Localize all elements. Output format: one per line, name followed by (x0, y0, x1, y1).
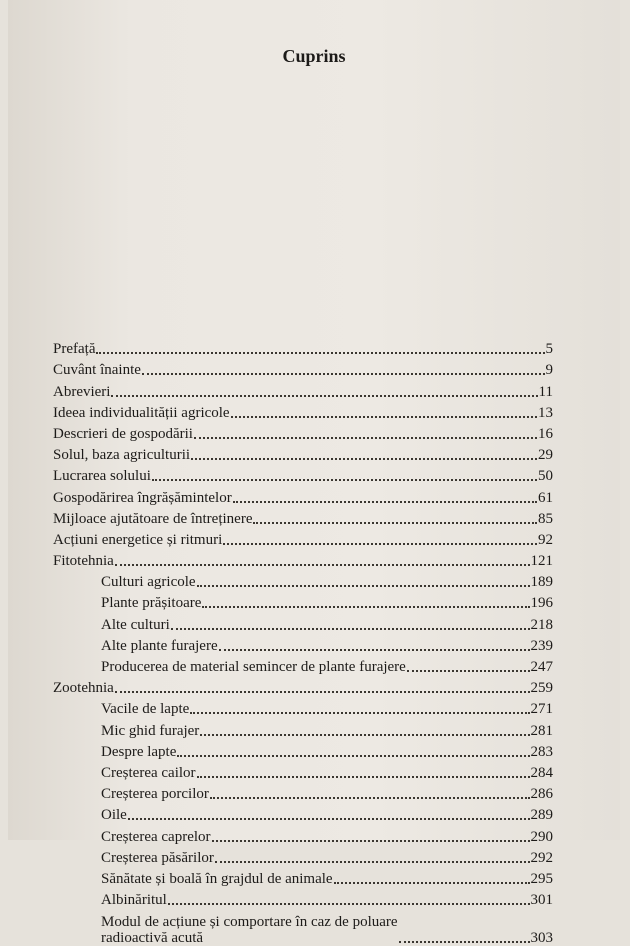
toc-entry (53, 484, 553, 505)
dot-leader (231, 415, 537, 418)
toc-entry-label: Sănătate și boală în grajdul de animale (101, 870, 333, 887)
toc-entry-label: Alte culturi (101, 616, 170, 633)
toc-entry-label: Alte plante furajere (101, 637, 218, 654)
toc-entry-label: Albinăritul (101, 892, 167, 909)
toc-entry-label-line2: radioactivă acută (101, 930, 204, 946)
dot-leader (168, 902, 530, 905)
document-page (8, 0, 620, 946)
dot-leader (212, 839, 530, 842)
toc-entry-page: 301 (530, 892, 553, 909)
toc-entry-page: 16 (538, 425, 553, 442)
dot-leader (142, 372, 545, 375)
toc-entry-page: 11 (538, 383, 553, 400)
toc-entry-page: 259 (530, 680, 553, 697)
toc-entry (53, 823, 553, 844)
toc-entry-label: Creșterea porcilor (101, 786, 209, 803)
toc-entry (53, 866, 553, 887)
dot-leader (115, 563, 530, 566)
dot-leader (128, 817, 530, 820)
toc-entry-page: 239 (530, 637, 553, 654)
dot-leader (399, 940, 530, 943)
toc-entry (53, 802, 553, 823)
toc-entry-label: Plante prășitoare (101, 595, 202, 612)
dot-leader (219, 648, 530, 651)
dot-leader (202, 605, 529, 608)
dot-leader (191, 457, 537, 460)
dot-leader (253, 521, 537, 524)
toc-entry (53, 717, 553, 738)
dot-leader (200, 733, 529, 736)
toc-entry-page: 189 (530, 574, 553, 591)
dot-leader (407, 669, 530, 672)
toc-entry-label: Cuvânt înainte (53, 362, 141, 379)
toc-entry-label: Creșterea păsărilor (101, 849, 214, 866)
toc-entry (53, 548, 553, 569)
toc-entry-page: 50 (538, 468, 553, 485)
toc-entry (53, 739, 553, 760)
toc-entry (53, 760, 553, 781)
toc-entry-label: Producerea de material semincer de plante furajere (101, 659, 406, 675)
dot-leader (197, 775, 530, 778)
toc-entry-label (101, 914, 398, 946)
dot-leader (210, 796, 530, 799)
toc-entry (53, 845, 553, 866)
toc-entry (53, 908, 553, 946)
toc-entry (53, 590, 553, 611)
toc-entry (53, 887, 553, 908)
toc-entry (53, 506, 553, 527)
toc-entry (53, 675, 553, 696)
toc-entry-page: 283 (530, 743, 553, 760)
toc-entry (53, 442, 553, 463)
toc-entry-page: 13 (538, 404, 553, 421)
toc-entry-page: 271 (530, 701, 553, 718)
toc-entry (53, 569, 553, 590)
toc-entry (53, 378, 553, 399)
toc-entry (53, 400, 553, 421)
toc-entry-label-line1: Modul de acțiune și comportare în caz de poluare (101, 914, 398, 931)
dot-leader (111, 394, 537, 397)
toc-entry-page: 281 (530, 722, 553, 739)
toc-entry-label: Acțiuni energetice și ritmuri (53, 531, 223, 548)
toc-entry-page: 196 (530, 595, 553, 612)
toc-entry-page: 218 (530, 616, 553, 633)
toc-entry-page: 290 (530, 828, 553, 845)
toc-entry (53, 357, 553, 378)
dot-leader (197, 584, 530, 587)
dot-leader (115, 690, 530, 693)
toc-entry-page: 29 (538, 447, 553, 464)
dot-leader (171, 627, 530, 630)
dot-leader (233, 500, 537, 503)
toc-entry-label: Lucrarea solului (53, 468, 151, 485)
toc-entry (53, 463, 553, 484)
toc-entry (53, 611, 553, 632)
dot-leader (190, 711, 529, 714)
toc-entry-label: Despre lapte (101, 743, 177, 760)
toc-entry-page: 284 (530, 764, 553, 781)
toc-entry (53, 696, 553, 717)
toc-entry (53, 654, 553, 675)
toc-entry-label: Zootehnia (53, 680, 114, 697)
toc-entry-label: Oile (101, 807, 127, 824)
toc-entry-page: 92 (538, 531, 553, 548)
toc-entry-page: 286 (530, 786, 553, 803)
dot-leader (215, 860, 530, 863)
toc-entry-label: Fitotehnia (53, 553, 114, 570)
toc-entry-label: Mijloace ajutătoare de întreținere (53, 510, 253, 527)
dot-leader (194, 436, 537, 439)
page-title: Cuprins (282, 46, 346, 66)
toc-entry-label: Culturi agricole (101, 574, 196, 591)
toc-entry-page: 303 (530, 930, 553, 946)
toc-entry-page: 61 (538, 489, 553, 506)
dot-leader (96, 351, 544, 354)
dot-leader (223, 542, 537, 545)
toc-entry (53, 336, 553, 357)
table-of-contents (53, 336, 553, 946)
toc-entry (53, 421, 553, 442)
toc-entry-label: Vacile de lapte (101, 701, 190, 718)
toc-entry-page: 121 (530, 553, 553, 570)
dot-leader (152, 478, 537, 481)
dot-leader (334, 881, 530, 884)
toc-entry-label: Creșterea cailor (101, 764, 196, 781)
toc-entry-label: Gospodărirea îngrășămintelor (53, 489, 232, 506)
toc-entry (53, 527, 553, 548)
dot-leader (177, 754, 529, 757)
toc-entry-label: Solul, baza agriculturii (53, 447, 191, 464)
toc-entry-label: Mic ghid furajer (101, 722, 200, 739)
toc-entry-label: Descrieri de gospodării (53, 425, 193, 442)
toc-entry-page: 5 (545, 341, 553, 358)
toc-entry-page: 85 (538, 510, 553, 527)
toc-entry-label: Abrevieri (53, 383, 111, 400)
toc-entry-page: 289 (530, 807, 553, 824)
toc-entry (53, 633, 553, 654)
toc-entry-label: Creșterea caprelor (101, 828, 211, 845)
toc-entry-page: 9 (545, 362, 553, 379)
toc-entry-page: 295 (530, 870, 553, 887)
toc-entry (53, 781, 553, 802)
toc-entry-page: 247 (530, 659, 553, 675)
toc-entry-page: 292 (530, 849, 553, 866)
toc-entry-label: Prefață (53, 341, 96, 358)
toc-entry-label: Ideea individualității agricole (53, 404, 230, 421)
